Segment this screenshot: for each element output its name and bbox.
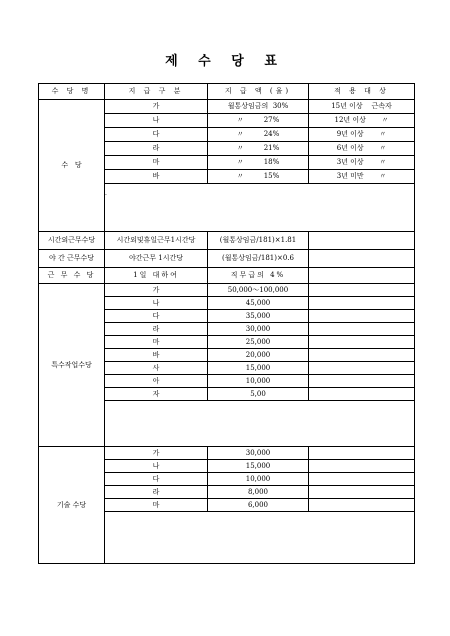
payment-class-header: 지 급 구 분	[105, 84, 208, 100]
service-amount: 직무급의 4%	[208, 268, 309, 284]
target-cell	[309, 375, 415, 388]
target-cell	[309, 388, 415, 401]
grade-cell: 라	[105, 486, 208, 499]
amount-cell: 6,000	[208, 499, 309, 512]
grade-cell: 바	[105, 349, 208, 362]
table-row	[39, 232, 415, 250]
amount-cell: 50,000～100,000	[208, 284, 309, 297]
table-row	[39, 447, 415, 460]
grade-cell: 나	[105, 460, 208, 473]
grade-cell: 라	[105, 323, 208, 336]
target-cell	[309, 310, 415, 323]
amount-cell: 월통상임금의 30%	[208, 100, 309, 114]
amount-cell: 〃 21%	[208, 142, 309, 156]
overtime-amount: (월통상임금/181)×1.81	[208, 232, 309, 250]
amount-cell: 10,000	[208, 473, 309, 486]
amount-cell: 〃 24%	[208, 128, 309, 142]
allowance-name-header: 수 당 명	[39, 84, 105, 100]
grade-cell: 마	[105, 336, 208, 349]
target-cell	[309, 284, 415, 297]
amount-cell: 〃 18%	[208, 156, 309, 170]
sudang-label: 수 당	[39, 100, 105, 232]
grade-cell: 자	[105, 388, 208, 401]
tech-label: 기술 수당	[39, 447, 105, 564]
grade-cell: 다	[105, 128, 208, 142]
table-row	[39, 284, 415, 297]
grade-cell: 다	[105, 473, 208, 486]
grade-cell: 마	[105, 499, 208, 512]
target-cell	[309, 323, 415, 336]
grade-cell: 마	[105, 156, 208, 170]
blank-cell	[105, 512, 415, 564]
target-cell: 12년 이상 〃	[309, 114, 415, 128]
target-cell: 6년 이상 〃	[309, 142, 415, 156]
amount-cell: 20,000	[208, 349, 309, 362]
allowance-table	[38, 83, 415, 564]
target-cell: 9년 이상 〃	[309, 128, 415, 142]
night-basis: 야간근무 1시간당	[105, 250, 208, 268]
amount-cell: 8,000	[208, 486, 309, 499]
target-header: 적 용 대 상	[309, 84, 415, 100]
table-row	[39, 250, 415, 268]
special-label: 특수작업수당	[39, 284, 105, 447]
target-cell	[309, 447, 415, 460]
target-cell	[309, 362, 415, 375]
target-cell	[309, 473, 415, 486]
grade-cell: 가	[105, 284, 208, 297]
page-title: 제 수 당 표	[165, 54, 285, 69]
payment-amount-header: 지 급 액 (율)	[208, 84, 309, 100]
target-cell	[309, 349, 415, 362]
target-cell	[309, 297, 415, 310]
overtime-target	[309, 232, 415, 250]
amount-cell: 15,000	[208, 362, 309, 375]
service-basis: 1일 대하여	[105, 268, 208, 284]
grade-cell: 나	[105, 114, 208, 128]
grade-cell: 라	[105, 142, 208, 156]
night-target	[309, 250, 415, 268]
table-row	[39, 268, 415, 284]
amount-cell: 〃 15%	[208, 170, 309, 184]
target-cell: 15년 이상 근속자	[309, 100, 415, 114]
grade-cell: 바	[105, 170, 208, 184]
target-cell	[309, 336, 415, 349]
note-mark: .	[105, 190, 107, 197]
target-cell	[309, 486, 415, 499]
target-cell: 3년 이상 〃	[309, 156, 415, 170]
grade-cell: 나	[105, 297, 208, 310]
overtime-basis: 시간외및휴일근무1시간당	[105, 232, 208, 250]
service-label: 근 무 수 당	[39, 268, 105, 284]
service-target	[309, 268, 415, 284]
grade-cell: 가	[105, 100, 208, 114]
target-cell	[309, 499, 415, 512]
header-row	[39, 84, 415, 100]
target-cell: 3년 미만 〃	[309, 170, 415, 184]
night-amount: (월통상임금/181)×0.6	[208, 250, 309, 268]
amount-cell: 45,000	[208, 297, 309, 310]
grade-cell: 다	[105, 310, 208, 323]
amount-cell: 30,000	[208, 323, 309, 336]
grade-cell: 가	[105, 447, 208, 460]
grade-cell: 아	[105, 375, 208, 388]
blank-cell	[105, 401, 415, 447]
table-row	[39, 100, 415, 114]
amount-cell: 15,000	[208, 460, 309, 473]
amount-cell: 10,000	[208, 375, 309, 388]
night-label: 야 간 근무수당	[39, 250, 105, 268]
grade-cell: 사	[105, 362, 208, 375]
amount-cell: 5,00	[208, 388, 309, 401]
amount-cell: 25,000	[208, 336, 309, 349]
blank-cell	[105, 184, 415, 232]
amount-cell: 30,000	[208, 447, 309, 460]
target-cell	[309, 460, 415, 473]
overtime-label: 시간외근무수당	[39, 232, 105, 250]
amount-cell: 〃 27%	[208, 114, 309, 128]
amount-cell: 35,000	[208, 310, 309, 323]
